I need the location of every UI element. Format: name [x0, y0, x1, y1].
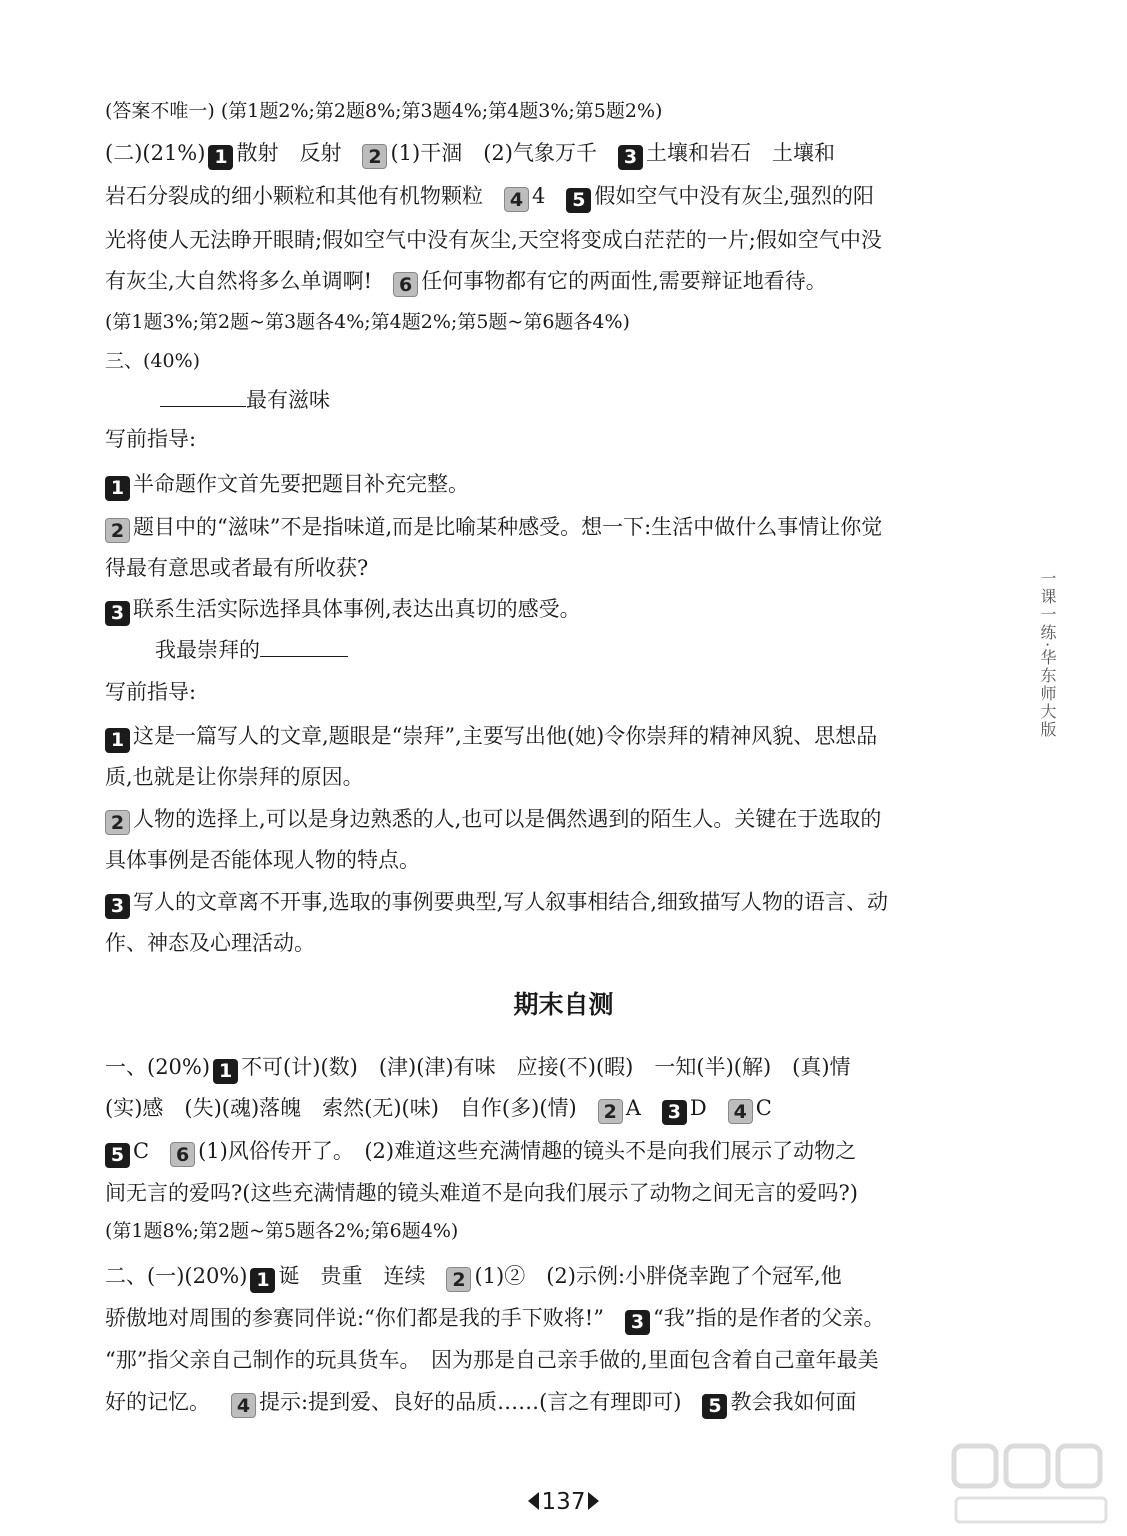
number-badge: 2: [362, 144, 387, 169]
guide-1-item-2-cont: 得最有意思或者最有所收获?: [105, 556, 369, 580]
guide-2-item-1: 1 这是一篇写人的文章,题眼是“崇拜”,主要写出他(她)令你崇拜的精神风貌、思想品: [105, 721, 877, 753]
number-badge: 3: [105, 601, 130, 626]
final-part-1-line-3: 5 C 6 (1)风俗传开了。 (2)难道这些充满情趣的镜头不是向我们展示了动物之: [105, 1136, 856, 1168]
section-2-line-3: 光将使人无法睁开眼睛;假如空气中没有灰尘,天空将变成白茫茫的一片;假如空气中没: [105, 228, 882, 252]
final-part-1-line-4: 间无言的爱吗?(这些充满情趣的镜头难道不是向我们展示了动物之间无言的爱吗?): [105, 1181, 858, 1205]
number-badge: 1: [213, 1059, 238, 1084]
final-part-2-line-1: 二、(一)(20%) 1 诞 贵重 连续 2 (1)② (2)示例:小胖侥幸跑了个冠军,他: [105, 1264, 842, 1291]
number-badge: 5: [105, 1143, 130, 1168]
guide-1-item-1: 1 半命题作文首先要把题目补充完整。: [105, 469, 469, 501]
number-badge: 2: [105, 518, 130, 543]
number-badge: 1: [105, 728, 130, 753]
guide-2-item-2: 2 人物的选择上,可以是身边熟悉的人,也可以是偶然遇到的陌生人。关键在于选取的: [105, 804, 881, 835]
side-running-title: 一课一练·华东师大版: [1038, 570, 1057, 740]
guide-1-item-2: 2 题目中的“滋味”不是指味道,而是比喻某种感受。想一下:生活中做什么事情让你觉: [105, 512, 882, 543]
guide-2-item-1-cont: 质,也就是让你崇拜的原因。: [105, 765, 364, 789]
number-badge: 3: [618, 145, 643, 170]
section-2-line-4: 有灰尘,大自然将多么单调啊! 6 任何事物都有它的两面性,需要辩证地看待。: [105, 269, 827, 296]
section-2-line-1: (二)(21%) 1 散射 反射 2 (1)干涸 (2)气象万千 3 土壤和岩石 土壤和: [105, 141, 835, 168]
number-badge: 2: [598, 1099, 623, 1124]
final-part-2-line-3: “那”指父亲自己制作的玩具货车。 因为那是自己亲手做的,里面包含着自己童年最美: [105, 1348, 879, 1372]
watermark-logo: [950, 1440, 1120, 1530]
number-badge: 6: [170, 1142, 195, 1167]
number-badge: 1: [105, 476, 130, 501]
number-badge: 3: [662, 1100, 687, 1125]
number-badge: 1: [250, 1268, 275, 1293]
section-3-heading: 三、(40%): [105, 350, 201, 372]
number-badge: 2: [446, 1267, 471, 1292]
section-2-line-2: 岩石分裂成的细小颗粒和其他有机物颗粒 4 4 5 假如空气中没有灰尘,强烈的阳: [105, 184, 875, 211]
number-badge: 3: [105, 894, 130, 919]
guide-2-item-3: 3 写人的文章离不开事,选取的事例要典型,写人叙事相结合,细致描写人物的语言、动: [105, 887, 888, 919]
essay-title-2: 我最崇拜的: [155, 635, 348, 665]
number-badge: 4: [231, 1393, 256, 1418]
number-badge: 4: [728, 1099, 753, 1124]
number-badge: 4: [504, 187, 529, 212]
number-badge: 5: [566, 188, 591, 213]
number-badge: 2: [105, 810, 130, 835]
final-part-1-line-2: (实)感 (失)(魂)落魄 索然(无)(味) 自作(多)(情) 2 A 3 D 4 C: [105, 1096, 772, 1123]
guide-label-1: 写前指导:: [105, 427, 197, 451]
section-2-scores: (第1题3%;第2题~第3题各4%;第4题2%;第5题~第6题各4%): [105, 311, 630, 333]
number-badge: 6: [393, 272, 418, 297]
guide-2-item-2-cont: 具体事例是否能体现人物的特点。: [105, 848, 420, 872]
final-part-1-line-1: 一、(20%) 1 不可(计)(数) (津)(津)有味 应接(不)(暇) 一知(半)(解) (真)情: [105, 1055, 851, 1082]
section-title: 期末自测: [513, 990, 614, 1019]
left-arrow-icon: [528, 1492, 539, 1510]
guide-label-2: 写前指导:: [105, 680, 197, 704]
page-number: 137: [0, 1489, 1127, 1515]
number-badge: 5: [702, 1394, 727, 1419]
guide-2-item-3-cont: 作、神态及心理活动。: [105, 931, 315, 955]
final-part-2-line-4: 好的记忆。 4 提示:提到爱、良好的品质……(言之有理即可) 5 教会我如何面: [105, 1390, 857, 1417]
right-arrow-icon: [588, 1492, 599, 1510]
final-part-2-line-2: 骄傲地对周围的参赛同伴说:“你们都是我的手下败将!” 3 “我”指的是作者的父亲。: [105, 1306, 885, 1333]
guide-1-item-3: 3 联系生活实际选择具体事例,表达出真切的感受。: [105, 594, 581, 626]
number-badge: 1: [208, 145, 233, 170]
essay-title-1: 最有滋味: [160, 385, 330, 415]
final-part-1-scores: (第1题8%;第2题~第5题各2%;第6题4%): [105, 1220, 459, 1242]
line-answer-note: (答案不唯一) (第1题2%;第2题8%;第3题4%;第4题3%;第5题2%): [105, 100, 663, 122]
number-badge: 3: [625, 1310, 650, 1335]
